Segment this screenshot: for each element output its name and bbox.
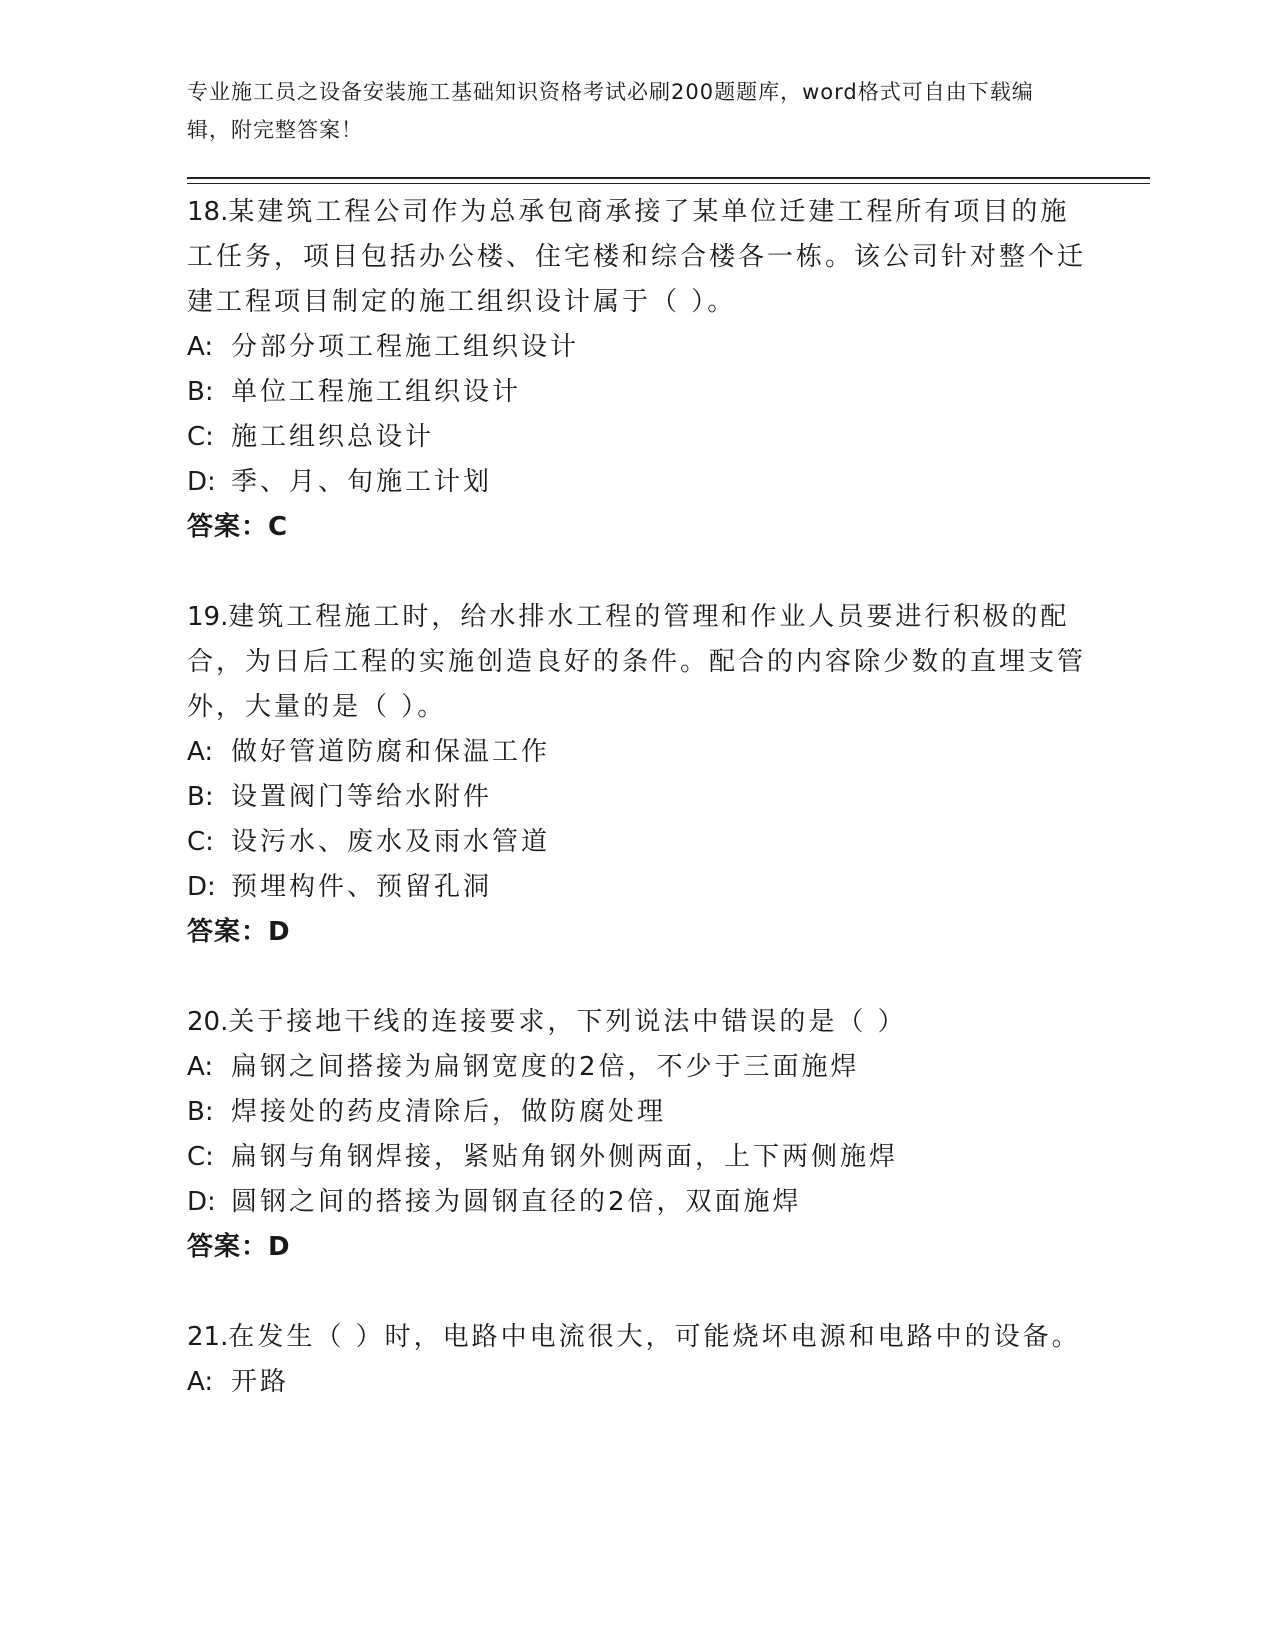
question-spacer [187, 1270, 1087, 1315]
option-letter: A: [187, 737, 214, 767]
option-text: 设置阀门等给水附件 [231, 782, 493, 812]
question-stem [187, 1000, 1087, 1045]
option-text: 圆钢之间的搭接为圆钢直径的2倍，双面施焊 [231, 1187, 802, 1217]
question-number: 19. [187, 602, 229, 632]
answer-option [187, 415, 1087, 460]
answer-option [187, 1180, 1087, 1225]
answer-option [187, 1360, 1087, 1405]
question-stem [187, 595, 1087, 730]
option-letter: D: [187, 1187, 216, 1217]
answer-option [187, 1090, 1087, 1135]
document-header: 专业施工员之设备安装施工基础知识资格考试必刷200题题库，word格式可自由下载编辑，附完整答案！ [187, 80, 1034, 142]
option-text: 季、月、旬施工计划 [231, 467, 493, 497]
answer-option [187, 775, 1087, 820]
answer-option [187, 865, 1087, 910]
answer-option [187, 1045, 1087, 1090]
answer-option [187, 325, 1087, 370]
option-text: 扁钢之间搭接为扁钢宽度的2倍，不少于三面施焊 [231, 1052, 860, 1082]
option-letter: C: [187, 1142, 214, 1172]
option-letter: D: [187, 872, 216, 902]
option-text: 施工组织总设计 [231, 422, 435, 452]
option-text: 做好管道防腐和保温工作 [231, 737, 551, 767]
option-letter: B: [187, 377, 214, 407]
option-letter: C: [187, 827, 214, 857]
question-spacer [187, 955, 1087, 1000]
question-list [187, 190, 1087, 1405]
option-text: 开路 [231, 1367, 290, 1397]
answer-option [187, 460, 1087, 505]
option-letter: D: [187, 467, 216, 497]
header-divider-thin [187, 183, 1150, 184]
question-item [187, 1315, 1087, 1405]
question-text: 在发生（ ）时，电路中电流很大，可能烧坏电源和电路中的设备。 [228, 1322, 1081, 1352]
question-number: 18. [187, 197, 229, 227]
question-text: 关于接地干线的连接要求，下列说法中错误的是（ ） [228, 1007, 907, 1037]
option-text: 焊接处的药皮清除后，做防腐处理 [231, 1097, 667, 1127]
answer-key: 答案：D [187, 1232, 291, 1262]
answer-option [187, 730, 1087, 775]
option-text: 设污水、废水及雨水管道 [231, 827, 551, 857]
answer-option [187, 370, 1087, 415]
question-number: 20. [187, 1007, 229, 1037]
question-item [187, 1000, 1087, 1270]
option-text: 预埋构件、预留孔洞 [231, 872, 493, 902]
question-text: 某建筑工程公司作为总承包商承接了某单位迁建工程所有项目的施工任务，项目包括办公楼、住宅楼和综合楼各一栋。该公司针对整个迁建工程项目制定的施工组织设计属于（ ）。 [187, 197, 1087, 317]
answer-key: 答案：C [187, 512, 289, 542]
question-item [187, 595, 1087, 955]
option-letter: A: [187, 1367, 214, 1397]
question-spacer [187, 550, 1087, 595]
question-number: 21. [187, 1322, 229, 1352]
option-text: 分部分项工程施工组织设计 [231, 332, 580, 362]
option-letter: B: [187, 1097, 214, 1127]
option-letter: B: [187, 782, 214, 812]
question-stem [187, 190, 1087, 325]
option-letter: A: [187, 332, 214, 362]
option-letter: C: [187, 422, 214, 452]
question-item [187, 190, 1087, 550]
question-text: 建筑工程施工时，给水排水工程的管理和作业人员要进行积极的配合，为日后工程的实施创造良好的条件。配合的内容除少数的直埋支管外，大量的是（ ）。 [187, 602, 1087, 722]
option-text: 单位工程施工组织设计 [231, 377, 522, 407]
option-letter: A: [187, 1052, 214, 1082]
answer-key: 答案：D [187, 917, 291, 947]
option-text: 扁钢与角钢焊接，紧贴角钢外侧两面，上下两侧施焊 [231, 1142, 899, 1172]
answer-option [187, 820, 1087, 865]
answer-option [187, 1135, 1087, 1180]
header-divider-thick [187, 177, 1150, 179]
question-stem [187, 1315, 1087, 1360]
